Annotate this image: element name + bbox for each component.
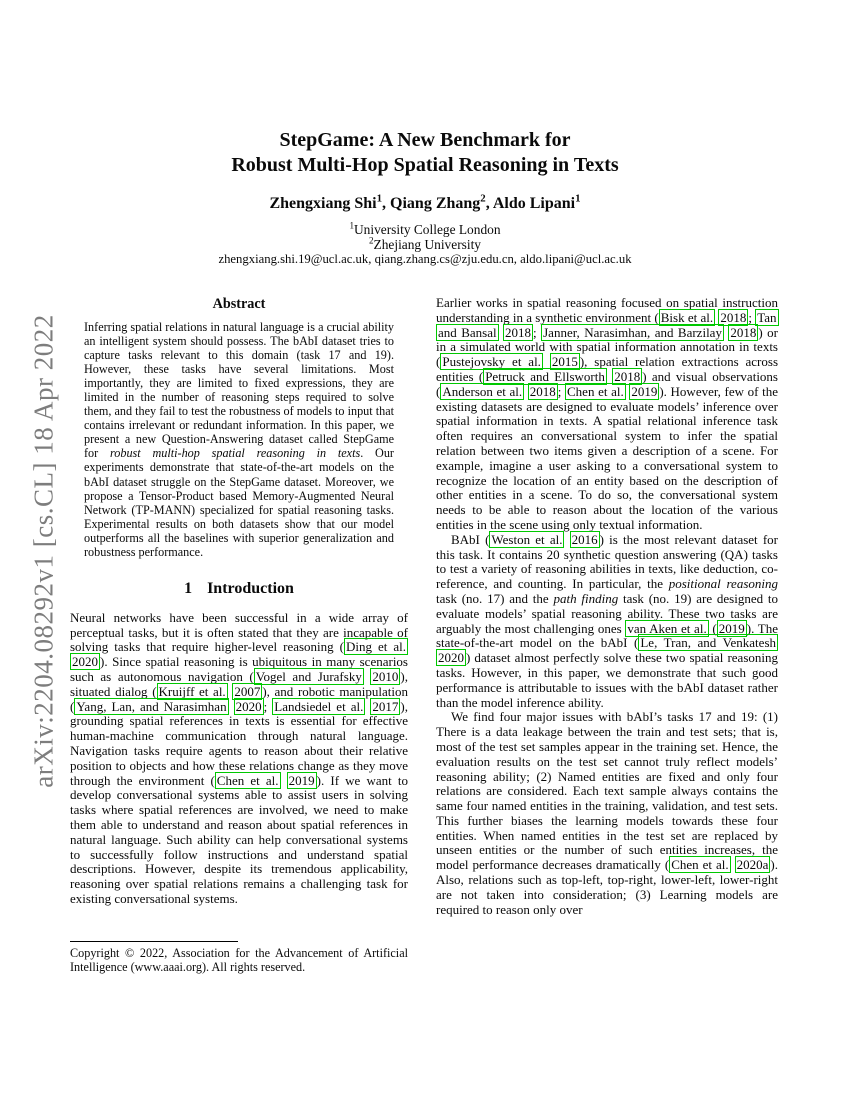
text-segment: ). If we want to develop conversational systems able to assist users in solving tasks where spatial references are involved, we need to make them able to understand and reason about spatial references in natural language. Such ability can help conversational systems to successfully follow instructions and understand spatial descriptions. However, despite its tremendous applicability, reasoning over spatial relations remains a challenging task for existing conversational systems. [70,772,408,906]
section-heading-introduction [70,580,408,598]
text-segment [731,857,735,872]
text-segment: ), grounding spatial references in texts is essential for effective human-machine communication through natural language. Navigation tasks require agents to reason about their relative position to objects and how these relations change as they move through the environment ( [70,698,408,788]
citation-link[interactable]: 2017 [372,698,399,714]
citation-link[interactable]: Yang, Lan, and Narasimhan [76,698,227,714]
text-segment: ), spatial relation extractions across entities ( [436,354,779,384]
citation-link[interactable]: 2019 [288,772,315,788]
authors-line [0,194,850,213]
text-segment: ) is the most relevant dataset for this task. It contains 20 synthetic question answering (QA) tasks to test a variety of reasoning abilities in texts, like deduction, co-reference, and counting. In particular, the [436,531,779,592]
text-segment: 1 [376,192,383,205]
citation-link[interactable]: Vogel and Jurafsky [255,668,362,684]
text-segment: ; [557,383,566,399]
text-segment: task (no. 19) are designed to evaluate models’ spatial reasoning ability. These two tasks are arguably the most challenging ones [436,590,778,636]
citation-link[interactable]: van Aken et al. [627,620,707,636]
abstract-heading: Abstract [212,296,266,312]
citation-link[interactable]: Landsiedel et al. [274,698,364,714]
text-segment: University College London [354,222,501,237]
text-segment [564,532,569,547]
text-segment: ), and robotic manipulation ( [70,683,408,714]
text-segment: We find four major issues with bAbI’s tasks 17 and 19: (1) There is a data leakage between the train and test sets; that is, most of the test set samples appear in the training set. Hence, the evaluation results on the test set cannot truly reflect models’ reasoning ability; (2) Named entities are fixed and only four relations are considered. Each text sample always contains the same four named entities in the training, validation, and test sets. This further biases the learning models towards these four entities. When named entities in the test set are replaced by unseen entities or the number of such entities increases, the model performance decreases dramatically ( [436,709,778,873]
citation-link[interactable]: 2015 [551,354,578,370]
text-segment: Neural networks have been successful in a wide array of perceptual tasks, but it is often stated that they are incapable of solving tasks that require higher-level reasoning ( [70,609,408,655]
affiliation-1 [0,222,850,237]
citation-link[interactable]: 2018 [529,383,556,399]
citation-link[interactable]: Pustejovsky et al. [442,354,541,370]
text-segment: Inferring spatial relations in natural language is a crucial ability an intelligent system should possess. The bAbI dataset tries to capture tasks relevant to this domain (task 17 and 19). However, these tasks have several limitations. Most importantly, they are limited to fixed expressions, they are limited in the number of reasoning steps required to solve them, and they fail to test the robustness of models to input that contains irrelevant or redundant information. In this paper, we present a new Question-Answering dataset called StepGame for [84,320,394,461]
text-segment: positional reasoning [668,576,778,592]
citation-link[interactable]: Bisk et al. [660,309,714,325]
citation-link[interactable]: 2010 [372,668,399,684]
section-number: 1 [184,579,193,597]
text-segment: 1 [349,220,354,231]
text-segment: 2 [480,192,486,205]
citation-link[interactable]: Le, Tran, and Venkatesh [640,635,776,651]
paragraph-earlier-works [436,296,778,533]
citation-link[interactable]: 2020 [235,698,262,714]
text-segment: ). However, few of the existing datasets are designed to evaluate models’ inference over spatial information in texts. A spatial relational inference task often requires an conversational system to infer the spatial relation between two items given a description of a scene. For example, imagine a user asking to a conversational system to recognize the location of an entity based on the description of other entities in a scene. To do so, the conversational system needs to be able to reason about the location of the various entities in the scene using only textual information. [436,383,778,532]
paragraph-four-issues [436,710,778,917]
text-segment: BAbI ( [451,531,490,547]
affiliations-block [0,222,850,267]
citation-link[interactable]: Chen et al. [567,383,624,399]
paper-title [0,128,850,178]
affiliation-2 [0,237,850,252]
text-segment: ). Also, relations such as top-left, top-right, lower-left, lower-right are not taken into consideration; (3) Learning models are required to reason only over [436,857,778,917]
text-segment: , Qiang Zhang [382,195,481,212]
text-segment: ). Since spatial reasoning is ubiquitous in many scenarios such as autonomous navigation ( [70,654,408,684]
paper-header [0,128,850,267]
text-segment: Earlier works in spatial reasoning focused on spatial instruction understanding in a synthetic environment ( [436,295,778,325]
text-segment [543,354,550,369]
citation-link[interactable]: 2020 [438,650,464,666]
text-segment: ; [748,309,756,325]
citation-link[interactable]: 2020a [736,857,769,873]
text-segment: ; [533,324,542,340]
emails-line: zhengxiang.shi.19@ucl.ac.uk, qiang.zhang.cs@zju.edu.cn, aldo.lipani@ucl.ac.uk [218,252,632,267]
arxiv-stamp: arXiv:2204.08292v1 [cs.CL] 18 Apr 2022 [28,314,59,788]
citation-link[interactable]: 2019 [631,383,658,399]
title-line-1: StepGame: A New Benchmark for [279,129,571,151]
footnote-rule [70,941,238,942]
citation-link[interactable]: 2018 [505,324,532,340]
paragraph-babi-dataset [436,533,778,711]
citation-link[interactable]: 2016 [571,531,598,547]
text-segment: Zhengxiang Shi [269,195,377,212]
text-segment: robust multi-hop spatial reasoning in texts [109,446,361,461]
text-segment: ). The state-of-the-art model on the bAbI ( [436,620,778,651]
citation-link[interactable]: Kruijff et al. [158,683,226,699]
text-segment: ( [708,620,717,636]
text-segment: task (no. 17) and the [436,590,554,606]
abstract-text [70,320,408,559]
intro-paragraph-1 [70,611,408,907]
citation-link[interactable]: 2007 [234,683,261,699]
citation-link[interactable]: Petruck and Ellsworth [485,368,605,384]
text-segment: ) dataset almost perfectly solve these two spatial reasoning tasks. However, in this paper, we demonstrate that such good performance is attributable to issues with the bAbI dataset rather than the model inference ability. [436,650,778,710]
copyright-text: Copyright © 2022, Association for the Advancement of Artificial Intelligence (www.aaai.org). All rights reserved. [70,946,408,975]
citation-link[interactable]: 2020 [72,654,98,670]
title-line-2: Robust Multi-Hop Spatial Reasoning in Texts [231,154,619,176]
text-segment [281,773,287,788]
section-title: Introduction [207,579,294,597]
left-column [70,296,408,907]
text-segment: 1 [575,192,581,205]
citation-link[interactable]: Ding et al. [346,639,407,655]
text-segment: . Our experiments demonstrate that state-of-the-art models on the bAbI dataset struggle on the StepGame dataset. Moreover, we propose a Tensor-Product based Memory-Augmented Neural Network (TP-MANN) specialized for spatial reasoning tasks. Experimental results on both datasets show that our model outperforms all the baselines with superior generalization and robustness performance. [84,446,394,559]
citation-link[interactable]: 2018 [614,368,641,384]
citation-link[interactable]: 2019 [718,620,745,636]
text-segment: ) and visual observations ( [436,368,778,399]
citation-link[interactable]: 2018 [730,324,757,340]
citation-link[interactable]: 2018 [720,309,747,325]
text-segment: , Aldo Lipani [485,195,576,212]
citation-link[interactable]: Chen et al. [216,772,279,788]
text-segment [229,699,234,714]
text-segment: ) or in a simulated world with spatial information annotation in texts ( [436,324,779,370]
text-segment: Zhejiang University [373,237,482,253]
right-column [436,296,778,917]
copyright-footnote [70,941,408,975]
citation-link[interactable]: Chen et al. [671,857,729,873]
text-segment: ; [263,698,273,714]
text-segment: path finding [553,590,619,606]
citation-link[interactable]: Anderson et al. [442,383,523,399]
citation-link[interactable]: Janner, Narasimhan, and Barzilay [543,324,722,340]
citation-link[interactable]: Tan and Bansal [438,309,777,340]
text-segment: ), situated dialog ( [70,668,409,699]
text-segment: 2 [368,235,374,246]
citation-link[interactable]: Weston et al. [491,531,563,547]
